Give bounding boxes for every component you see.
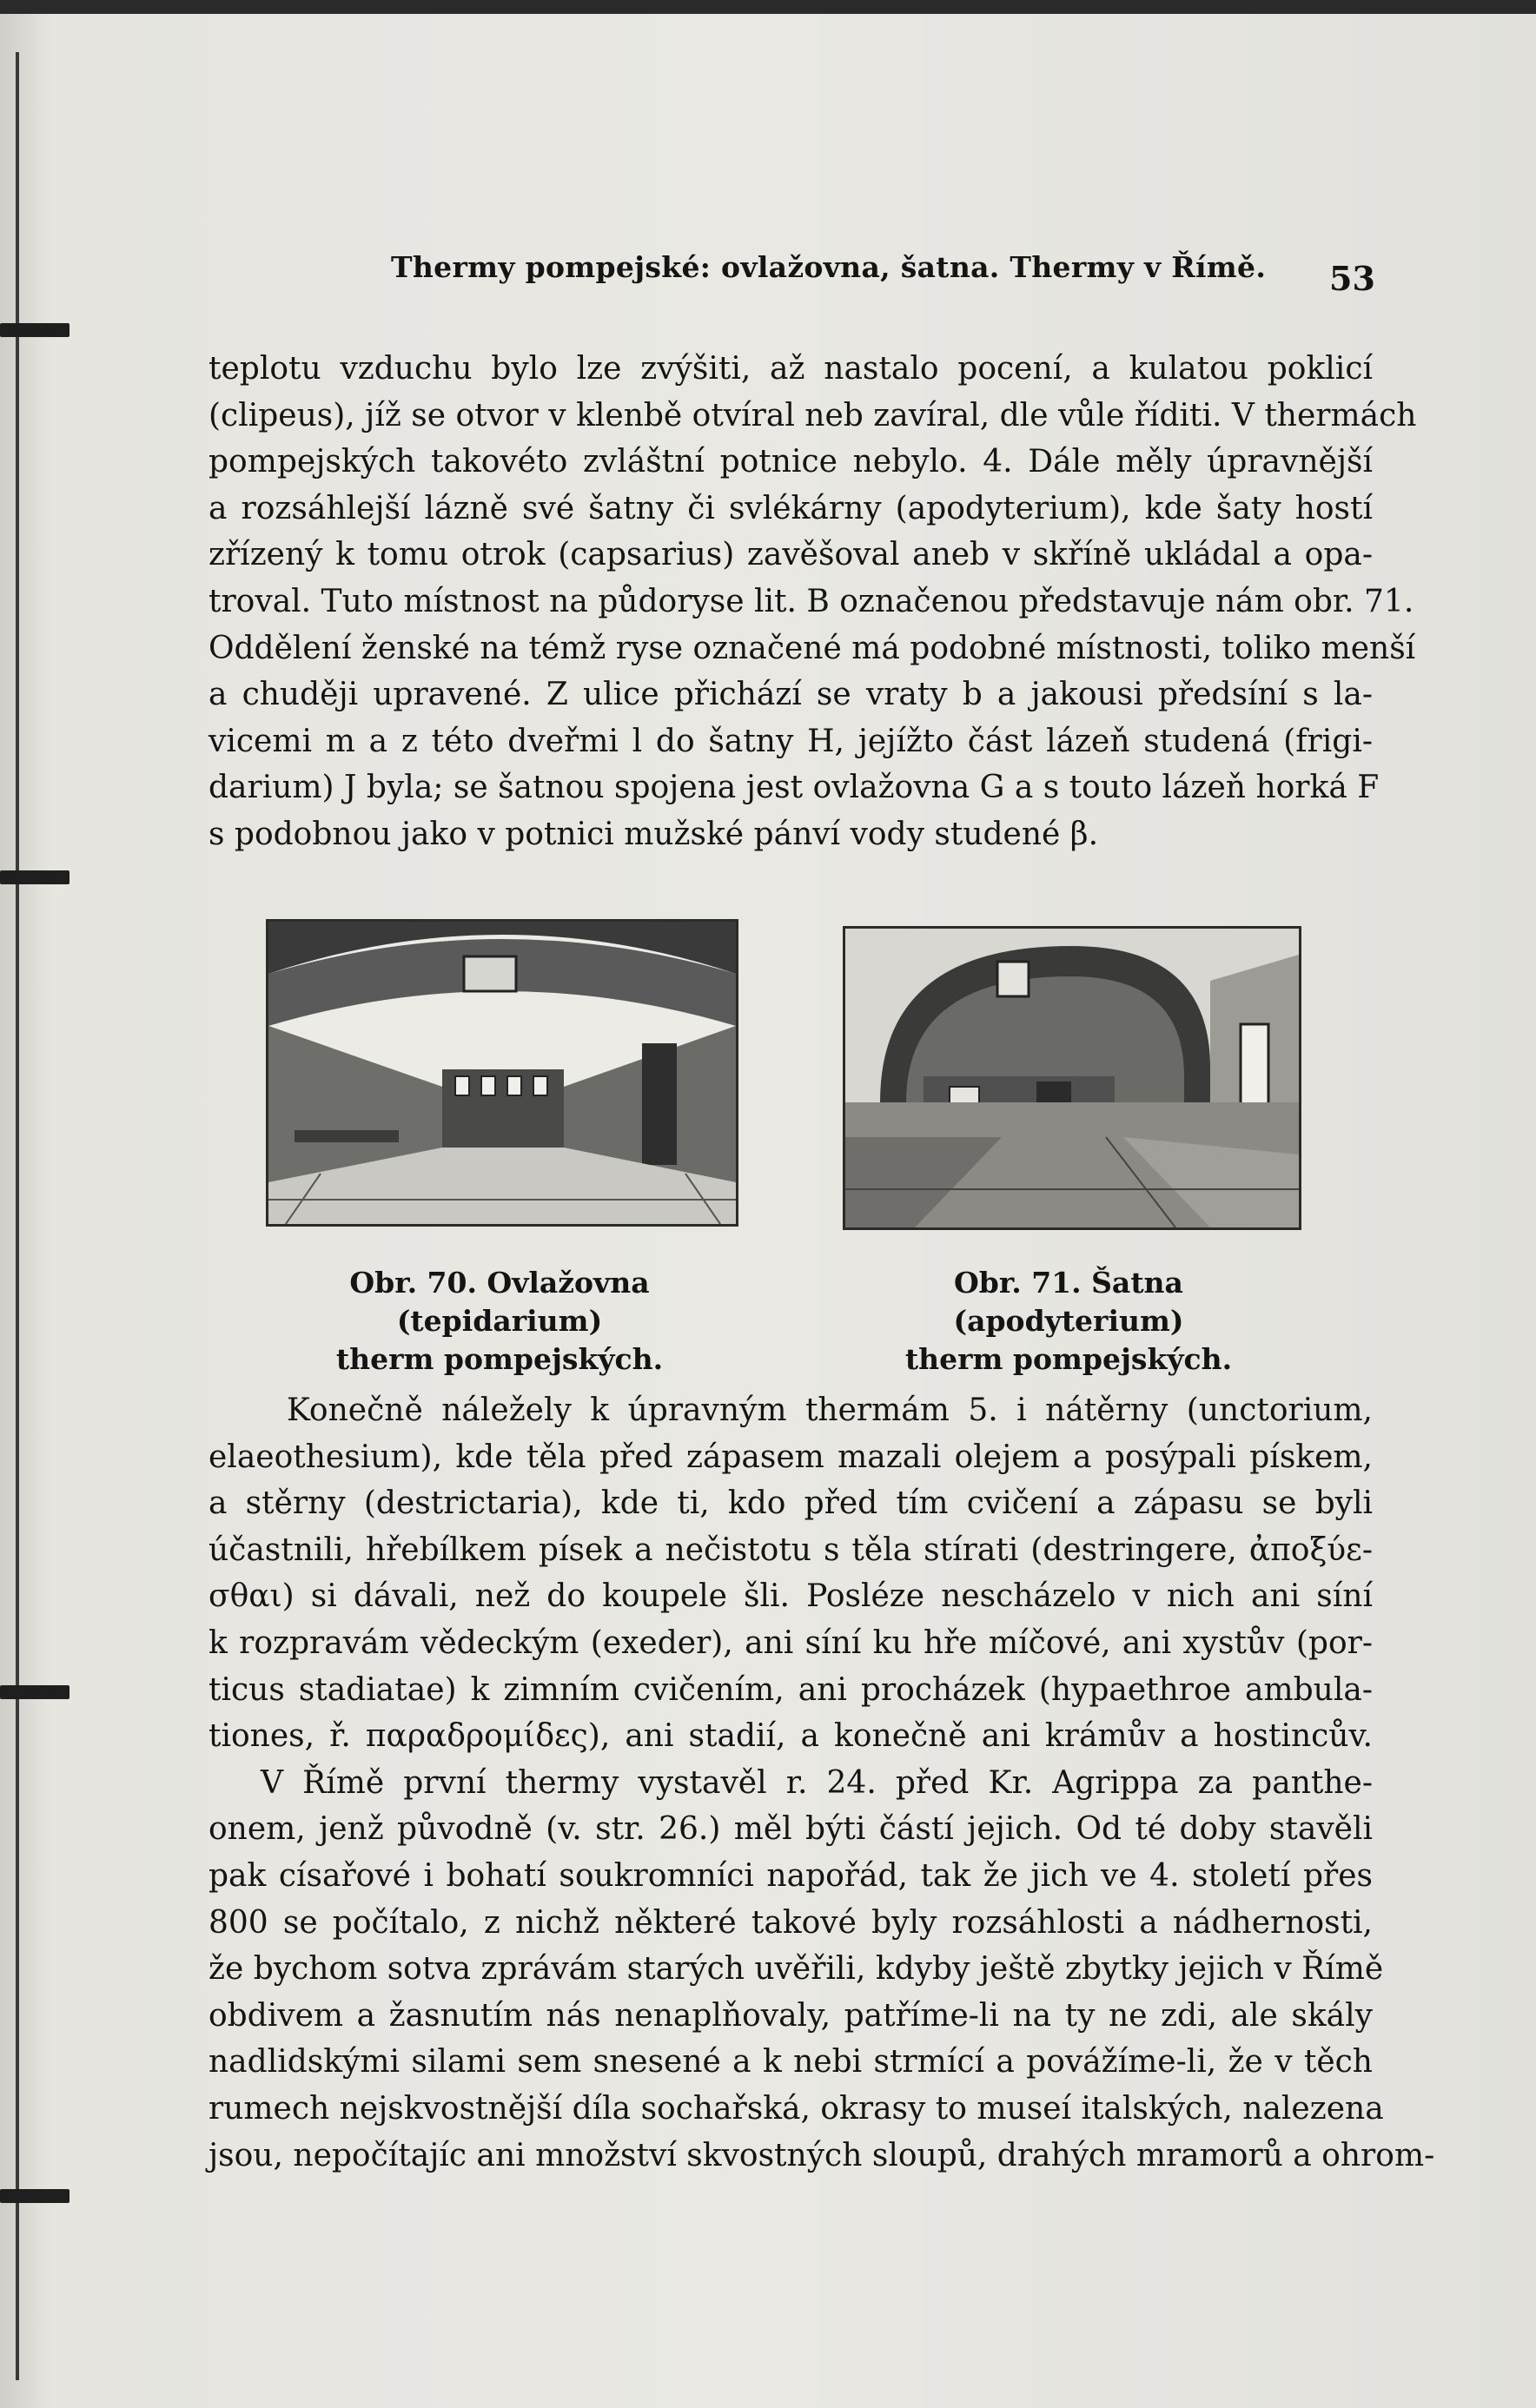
text-line: Oddělení ženské na témž ryse označené má podobné místnosti, toliko menší [209,630,1416,666]
text-line: účastnili, hřebílkem písek a nečistotu s těla stírati (destringere, ἀποξύε- [209,1531,1373,1568]
text-line: Konečně náležely k úpravným thermám 5. i nátěrny (unctorium, [287,1393,1373,1428]
text-line: ticus stadiatae) k zimním cvičením, ani procházek (hypaethroe ambula- [209,1671,1373,1708]
text-line: s podobnou jako v potnici mužské pánví vody studené β. [209,816,1099,852]
text-line: že bychom sotva zprávám starých uvěřili, kdyby ještě zbytky jejich v Římě [209,1951,1384,1988]
paragraph-1 [209,346,1417,858]
tepidarium-illustration [268,922,736,1224]
text-line: pak císařové i bohatí soukromníci napořád, tak že jich ve 4. století přes [209,1857,1373,1894]
text-line: vicemi m a z této dveřmi l do šatny H, jejížto část lázeň studená (frigi- [209,723,1373,759]
text-line: obdivem a žasnutím nás nenaplňovaly, patříme-li na ty ne zdi, ale skály [209,1997,1373,2034]
running-title: Thermy pompejské: ovlažovna, šatna. Thermy v Římě. [391,250,1267,284]
scan-edge-mark [0,870,70,884]
caption-line: Obr. 71. Šatna (apodyterium) [953,1266,1184,1338]
scan-top-edge [0,0,1536,14]
text-line: tiones, ř. παραδρομίδες), ani stadií, a konečně ani krámův a hostincův. [209,1718,1373,1755]
figure-tepidarium-engraving [266,919,738,1227]
figure-70-caption [261,1264,738,1379]
text-line: (clipeus), jíž se otvor v klenbě otvíral neb zavíral, dle vůle říditi. V thermách [209,397,1417,433]
text-line: σθαι) si dávali, než do koupele šli. Posléze nescházelo v nich ani síní [209,1578,1373,1615]
scan-edge-mark [0,323,70,337]
caption-line: therm pompejských. [335,1342,664,1376]
scan-edge-mark [0,2189,70,2203]
paragraph-2 [209,1387,1435,2179]
text-line: k rozpravám vědeckým (exeder), ani síní ku hře míčové, ani xystův (por- [209,1624,1373,1661]
figure-apodyterium-engraving [843,926,1301,1230]
text-line: pompejských takovéto zvláštní potnice nebylo. 4. Dále měly úpravnější [209,444,1373,480]
scan-edge-mark [0,1685,70,1699]
text-line: elaeothesium), kde těla před zápasem mazali olejem a posýpali pískem, [209,1439,1373,1475]
text-line: onem, jenž původně (v. str. 26.) měl býti částí jejich. Od té doby stavěli [209,1811,1373,1848]
text-line: jsou, nepočítajíc ani množství skvostných sloupů, drahých mramorů a ohrom- [209,2137,1435,2173]
text-line: rumech nejskvostnější díla sochařská, okrasy to museí italských, nalezena [209,2090,1384,2127]
caption-line: Obr. 70. Ovlažovna (tepidarium) [349,1266,650,1338]
text-line: a chuději upravené. Z ulice přichází se vraty b a jakousi předsíní s la- [209,677,1373,713]
figure-71-caption [834,1264,1303,1379]
scan-binding-edge [16,52,19,2380]
apodyterium-illustration [845,929,1299,1227]
text-line: 800 se počítalo, z nichž některé takové byly rozsáhlosti a nádhernosti, [209,1904,1373,1941]
text-line: nadlidskými silami sem snesené a k nebi strmící a povážíme-li, že v těch [209,2044,1373,2081]
text-line: a rozsáhlejší lázně své šatny či svlékárny (apodyterium), kde šaty hostí [209,490,1373,526]
text-line: zřízený k tomu otrok (capsarius) zavěšoval aneb v skříně ukládal a opa- [209,537,1373,573]
text-line: V Římě první thermy vystavěl r. 24. před Kr. Agrippa za panthe- [261,1764,1373,1801]
text-line: troval. Tuto místnost na půdoryse lit. B označenou představuje nám obr. 71. [209,583,1414,619]
text-line: teplotu vzduchu bylo lze zvýšiti, až nastalo pocení, a kulatou poklicí [209,351,1373,387]
text-line: a stěrny (destrictaria), kde ti, kdo před tím cvičení a zápasu se byli [209,1485,1373,1522]
page-number: 53 [1329,259,1375,298]
caption-line: therm pompejských. [904,1342,1233,1376]
text-line: darium) J byla; se šatnou spojena jest ovlažovna G a s touto lázeň horká F [209,770,1380,806]
